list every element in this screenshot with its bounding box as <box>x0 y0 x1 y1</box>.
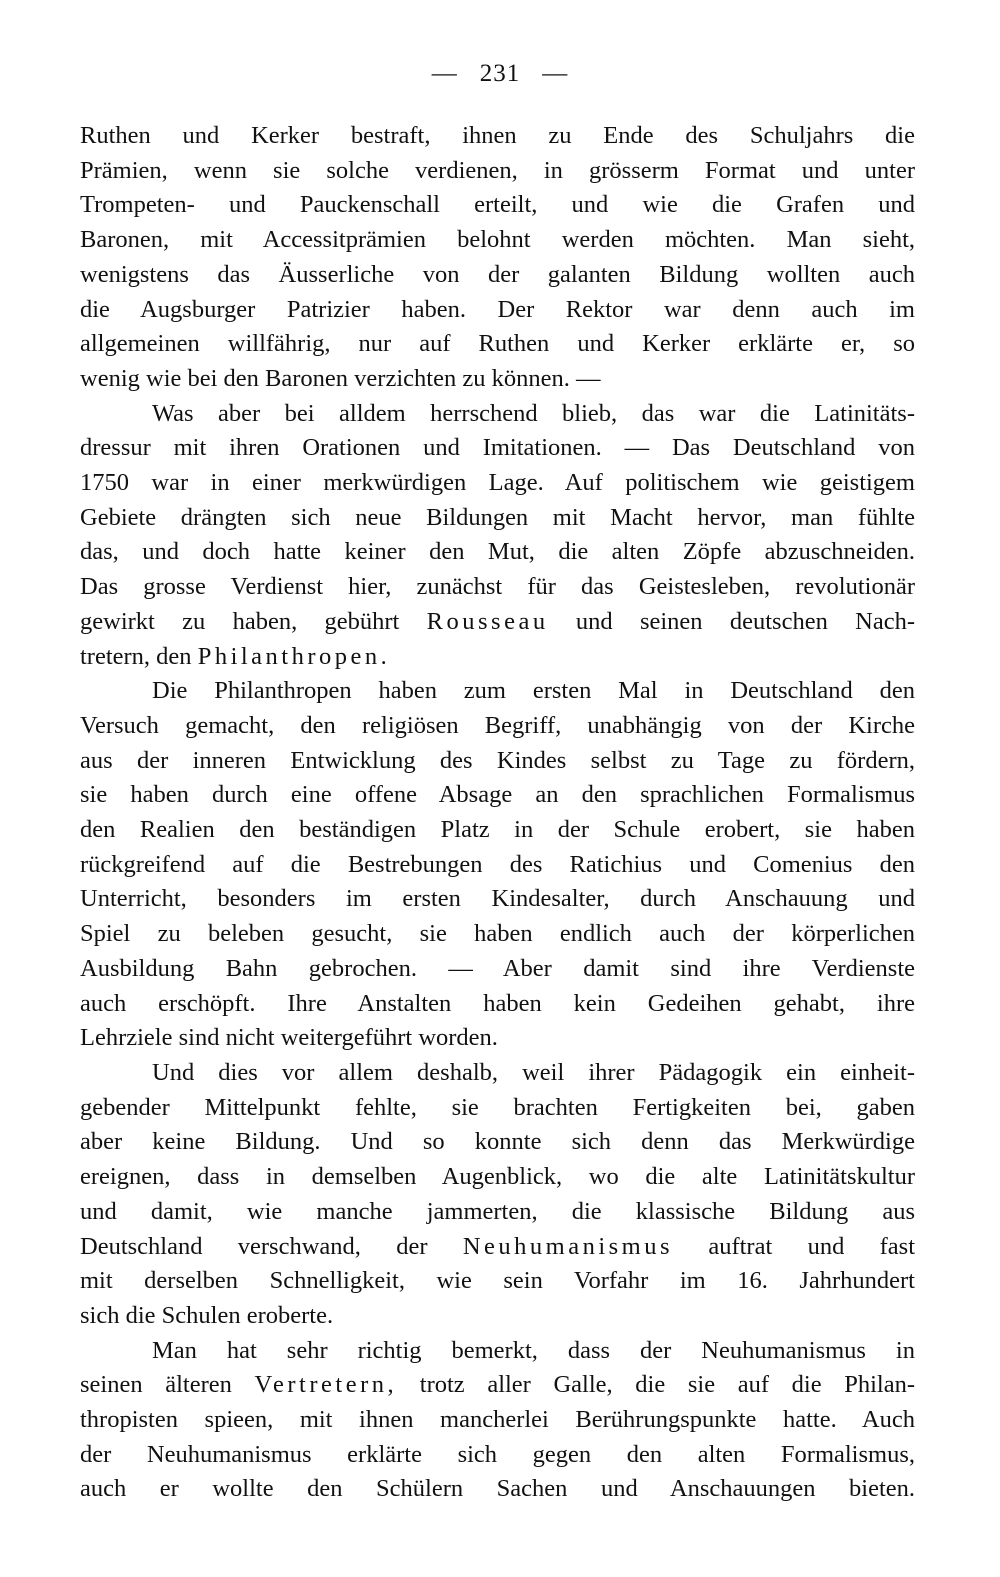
emphasized-term-philanthropen: Philanthropen. <box>197 642 391 670</box>
text-fragment: seinen älteren <box>80 1371 232 1399</box>
text-line: Gebiete drängten sich neue Bildungen mit Macht hervor, man fühlte <box>80 503 915 531</box>
paragraph-3 <box>80 674 915 1056</box>
emphasized-term-vertretern: Vertretern, <box>254 1371 398 1399</box>
text-line: den Realien den beständigen Platz in der Schule erobert, sie haben <box>80 816 915 844</box>
text-line: und damit, wie manche jammerten, die klassische Bildung aus <box>80 1197 915 1225</box>
page-header <box>0 56 1000 92</box>
text-line: Versuch gemacht, den religiösen Begriff, unabhängig von der Kirche <box>80 711 915 739</box>
body-text <box>80 119 915 1507</box>
text-line: Unterricht, besonders im ersten Kindesalter, durch Anschauung und <box>80 885 915 913</box>
header-dash-left: — <box>431 60 458 87</box>
paragraph-1 <box>80 119 915 397</box>
text-line: rückgreifend auf die Bestrebungen des Ratichius und Comenius den <box>80 850 915 878</box>
text-line: sie haben durch eine offene Absage an den sprachlichen Formalismus <box>80 781 915 809</box>
text-line: ereignen, dass in demselben Augenblick, wo die alte Latinitätskultur <box>80 1163 915 1191</box>
text-fragment: auftrat und fast <box>708 1232 915 1260</box>
text-line: Ausbildung Bahn gebrochen. — Aber damit sind ihre Verdienste <box>80 954 915 982</box>
text-line: Trompeten- und Pauckenschall erteilt, und wie die Grafen und <box>80 191 915 219</box>
emphasized-name-rousseau: Rousseau <box>426 607 549 635</box>
text-line <box>80 640 915 675</box>
text-line: sich die Schulen eroberte. <box>80 1301 334 1329</box>
text-line: aus der inneren Entwicklung des Kindes selbst zu Tage zu fördern, <box>80 746 915 774</box>
text-line: thropisten spieen, mit ihnen mancherlei Berührungspunkte hatte. Auch <box>80 1406 915 1434</box>
text-line: 1750 war in einer merkwürdigen Lage. Auf politischem wie geistigem <box>80 469 915 497</box>
paragraph-4 <box>80 1056 915 1334</box>
text-line: Man hat sehr richtig bemerkt, dass der Neuhumanismus in <box>152 1336 915 1364</box>
text-line: dressur mit ihren Orationen und Imitationen. — Das Deutschland von <box>80 434 915 462</box>
paragraph-5 <box>80 1334 915 1508</box>
header-dash-right: — <box>542 60 569 87</box>
emphasized-term-neuhumanismus: Neuhumanismus <box>462 1232 674 1260</box>
text-line <box>80 1368 915 1403</box>
text-line: die Augsburger Patrizier haben. Der Rektor war denn auch im <box>80 295 915 323</box>
text-fragment: und seinen deutschen Nach- <box>575 607 915 635</box>
text-line: Das grosse Verdienst hier, zunächst für das Geistesleben, revolutionär <box>80 573 915 601</box>
text-line: gebender Mittelpunkt fehlte, sie brachten Fertigkeiten bei, gaben <box>80 1093 915 1121</box>
text-line: allgemeinen willfährig, nur auf Ruthen und Kerker erklärte er, so <box>80 330 915 358</box>
text-fragment: gewirkt zu haben, gebührt <box>80 607 400 635</box>
text-line: auch erschöpft. Ihre Anstalten haben kein Gedeihen gehabt, ihre <box>80 989 915 1017</box>
text-line: auch er wollte den Schülern Sachen und Anschauungen bieten. <box>80 1475 915 1503</box>
text-line: das, und doch hatte keiner den Mut, die alten Zöpfe abzuschneiden. <box>80 538 915 566</box>
text-line: Baronen, mit Accessitprämien belohnt werden möchten. Man sieht, <box>80 226 915 254</box>
text-fragment: trotz aller Galle, die sie auf die Philan- <box>419 1371 915 1399</box>
text-line: Die Philanthropen haben zum ersten Mal in Deutschland den <box>152 677 915 705</box>
text-line: wenig wie bei den Baronen verzichten zu können. — <box>80 364 601 392</box>
text-line: Was aber bei alldem herrschend blieb, das war die Latinitäts- <box>152 399 915 427</box>
text-line: Spiel zu beleben gesucht, sie haben endlich auch der körperlichen <box>80 920 915 948</box>
text-line <box>80 605 915 640</box>
text-line: der Neuhumanismus erklärte sich gegen den alten Formalismus, <box>80 1440 915 1468</box>
text-line <box>80 1230 915 1265</box>
paragraph-2 <box>80 397 915 675</box>
text-line: aber keine Bildung. Und so konnte sich denn das Merkwürdige <box>80 1128 915 1156</box>
text-line: Lehrziele sind nicht weitergeführt worden. <box>80 1024 498 1052</box>
text-line: wenigstens das Äusserliche von der galanten Bildung wollten auch <box>80 260 915 288</box>
text-line: mit derselben Schnelligkeit, wie sein Vorfahr im 16. Jahrhundert <box>80 1267 915 1295</box>
text-line: Und dies vor allem deshalb, weil ihrer Pädagogik ein einheit- <box>152 1058 915 1086</box>
text-line: Prämien, wenn sie solche verdienen, in grösserm Format und unter <box>80 156 915 184</box>
text-fragment: Deutschland verschwand, der <box>80 1232 428 1260</box>
text-fragment: tretern, den <box>80 642 192 670</box>
page-number: 231 <box>479 60 521 87</box>
text-line: Ruthen und Kerker bestraft, ihnen zu Ende des Schuljahrs die <box>80 122 915 149</box>
